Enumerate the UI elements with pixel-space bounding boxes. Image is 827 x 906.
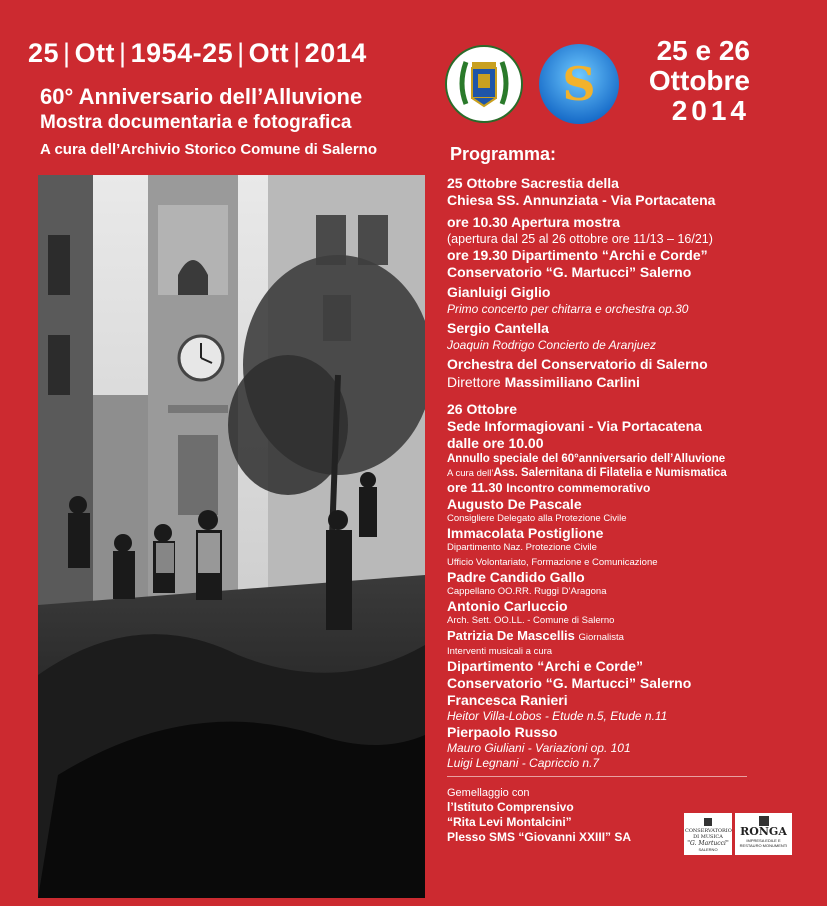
historic-flood-photo: [38, 175, 425, 898]
date-year-2: 2014: [304, 38, 367, 68]
conservatorio-logo: CONSERVATORIO DI MUSICA "G. Martucci" SALERNO: [684, 813, 732, 855]
day2-speaker-5: Patrizia De Mascellis Giornalista: [447, 628, 624, 643]
gemellaggio-section: [447, 786, 631, 845]
event-date-month: Ottobre: [648, 65, 750, 96]
ronga-logo: RONGA IMPRESA EDILE E RESTAURO MONUMENTI: [735, 813, 792, 855]
day1-director: Direttore Massimiliano Carlini: [447, 374, 640, 390]
day2-incontro: ore 11.30 Incontro commemorativo: [447, 480, 651, 495]
conservatorio-emblem-icon: [704, 818, 712, 826]
page-subtitle: Mostra documentaria e fotografica: [40, 112, 352, 133]
day2-heading-1: 26 Ottobre: [447, 401, 518, 417]
event-date-year: 2014: [671, 95, 750, 126]
day1-performer-1: Gianluigi Giglio: [447, 284, 551, 300]
day1-orchestra: Orchestra del Conservatorio di Salerno: [447, 356, 708, 372]
day2-dipartimento: Dipartimento “Archi e Corde”: [447, 658, 644, 674]
day2-speaker-3: Padre Candido Gallo: [447, 569, 585, 585]
day2-speaker-1-role: Consigliere Delegato alla Protezione Civile: [447, 513, 627, 524]
day2-curated-by: A cura dell’Ass. Salernitana di Filatelia e Numismatica: [447, 467, 727, 479]
day1-piece-1: Primo concerto per chitarra e orchestra op.30: [447, 302, 689, 316]
divider: [447, 776, 747, 777]
day2-heading-2: Sede Informagiovani - Via Portacatena: [447, 418, 702, 434]
day2-speaker-2-role: Dipartimento Naz. Protezione Civile: [447, 542, 597, 553]
day1-heading-1: 25 Ottobre Sacrestia della: [447, 175, 619, 191]
salerno-s-logo: [537, 42, 621, 126]
day2-speaker-3-role: Cappellano OO.RR. Ruggi D’Aragona: [447, 586, 607, 597]
day2-speaker-1: Augusto De Pascale: [447, 496, 582, 512]
gemellaggio-plesso: Plesso SMS “Giovanni XXIII” SA: [447, 830, 632, 844]
day1-opening-hours: (apertura dal 25 al 26 ottobre ore 11/13 – 16/21): [447, 232, 713, 246]
day2-speaker-4-role: Arch. Sett. OO.LL. - Comune di Salerno: [447, 615, 615, 626]
date-month-2: Ott: [248, 38, 290, 68]
day2-speaker-2: Immacolata Postiglione: [447, 525, 604, 541]
gemellaggio-label: Gemellaggio con: [447, 787, 530, 799]
header-dates: 25 | Ott | 1954-25 | Ott | 2014: [28, 38, 367, 68]
programma-section: [447, 144, 817, 771]
date-years: 1954-25: [130, 38, 234, 68]
day1-concert-time: ore 19.30 Dipartimento “Archi e Corde”: [447, 247, 708, 263]
page-title: 60° Anniversario dell’Alluvione: [40, 84, 363, 109]
event-date: [625, 36, 750, 126]
day2-speaker-2-office: Ufficio Volontariato, Formazione e Comunicazione: [447, 557, 658, 568]
date-month-1: Ott: [74, 38, 116, 68]
date-day-1: 25: [28, 38, 60, 68]
day2-heading-3: dalle ore 10.00: [447, 435, 544, 451]
day1-conservatorio: Conservatorio “G. Martucci” Salerno: [447, 264, 692, 280]
event-date-days: 25 e 26: [656, 35, 750, 66]
day2-speaker-4: Antonio Carluccio: [447, 598, 568, 614]
day2-piece-2: Mauro Giuliani - Variazioni op. 101: [447, 741, 631, 755]
gemellaggio-school: l’Istituto Comprensivo: [447, 800, 574, 814]
day2-annullo: Annullo speciale del 60°anniversario dell’Alluvione: [447, 453, 726, 465]
s-logo-letter: S: [562, 57, 596, 111]
day1-piece-2: Joaquin Rodrigo Concierto de Aranjuez: [447, 338, 657, 352]
day2-piece-3: Luigi Legnani - Capriccio n.7: [447, 756, 600, 770]
day2-music-intro: Interventi musicali a cura: [447, 646, 553, 657]
day2-performer-1: Francesca Ranieri: [447, 692, 568, 708]
day2-performer-2: Pierpaolo Russo: [447, 724, 558, 740]
day1-performer-2: Sergio Cantella: [447, 320, 549, 336]
comune-salerno-coat-of-arms: [444, 44, 524, 124]
programma-title: Programma:: [450, 144, 557, 164]
day1-heading-2: Chiesa SS. Annunziata - Via Portacatena: [447, 192, 716, 208]
day1-opening: ore 10.30 Apertura mostra: [447, 214, 620, 230]
day2-conservatorio: Conservatorio “G. Martucci” Salerno: [447, 675, 692, 691]
gemellaggio-school-name: “Rita Levi Montalcini”: [447, 815, 572, 829]
curator-line: A cura dell’Archivio Storico Comune di Salerno: [40, 141, 378, 158]
day2-piece-1: Heitor Villa-Lobos - Etude n.5, Etude n.11: [447, 709, 668, 723]
